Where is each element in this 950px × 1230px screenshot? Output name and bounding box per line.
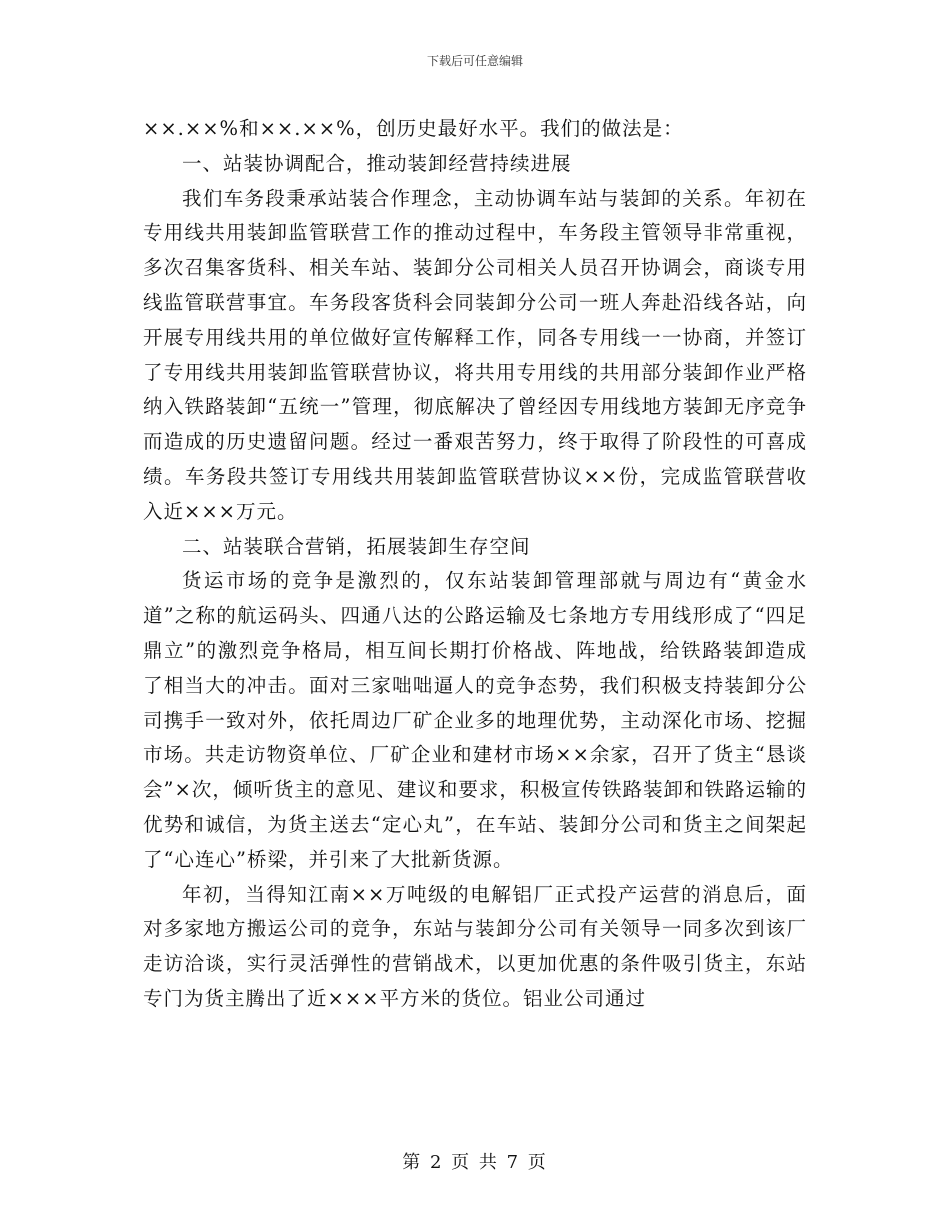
document-body [143, 112, 807, 1017]
paragraph: 年初，当得知江南××万吨级的电解铝厂正式投产运营的消息后，面对多家地方搬运公司的竞争，东站与装卸分公司有关领导一同多次到该厂走访洽谈，实行灵活弹性的营销战术，以更加优惠的条件吸引货主，东站专门为货主腾出了近×××平方米的货位。铝业公司通过 [143, 882, 807, 1010]
paragraph: 我们车务段秉承站装合作理念，主动协调车站与装卸的关系。年初在专用线共用装卸监管联营工作的推动过程中，车务段主管领导非常重视，多次召集客货科、相关车站、装卸分公司相关人员召开协调会，商谈专用线监管联营事宜。车务段客货科会同装卸分公司一班人奔赴沿线各站，向开展专用线共用的单位做好宣传解释工作，同各专用线一一协商，并签订了专用线共用装卸监管联营协议，将共用专用线的共用部分装卸作业严格纳入铁路装卸“五统一”管理，彻底解决了曾经因专用线地方装卸无序竞争而造成的历史遗留问题。经过一番艰苦努力，终于取得了阶段性的可喜成绩。车务段共签订专用线共用装卸监管联营协议××份，完成监管联营收入近×××万元。 [143, 186, 807, 523]
section-heading: 一、站装协调配合，推动装卸经营持续进展 [182, 151, 572, 175]
paragraph: 货运市场的竞争是激烈的，仅东站装卸管理部就与周边有“黄金水道”之称的航运码头、四通八达的公路运输及七条地方专用线形成了“四足鼎立”的激烈竞争格局，相互间长期打价格战、阵地战，给铁路装卸造成了相当大的冲击。面对三家咄咄逼人的竞争态势，我们积极支持装卸分公司携手一致对外，依托周边厂矿企业多的地理优势，主动深化市场、挖掘市场。共走访物资单位、厂矿企业和建材市场××余家，召开了货主“恳谈会”×次，倾听货主的意见、建议和要求，积极宣传铁路装卸和铁路运输的优势和诚信，为货主送去“定心丸”，在车站、装卸分公司和货主之间架起了“心连心”桥梁，并引来了大批新货源。 [143, 569, 807, 871]
paragraph: ××.××%和××.××%，创历史最好水平。我们的做法是： [143, 117, 684, 140]
page-header: 下载后可任意编辑 [426, 54, 523, 68]
section-heading: 二、站装联合营销，拓展装卸生存空间 [182, 534, 531, 558]
page-footer: 第 2 页 共 7 页 [402, 1152, 548, 1173]
